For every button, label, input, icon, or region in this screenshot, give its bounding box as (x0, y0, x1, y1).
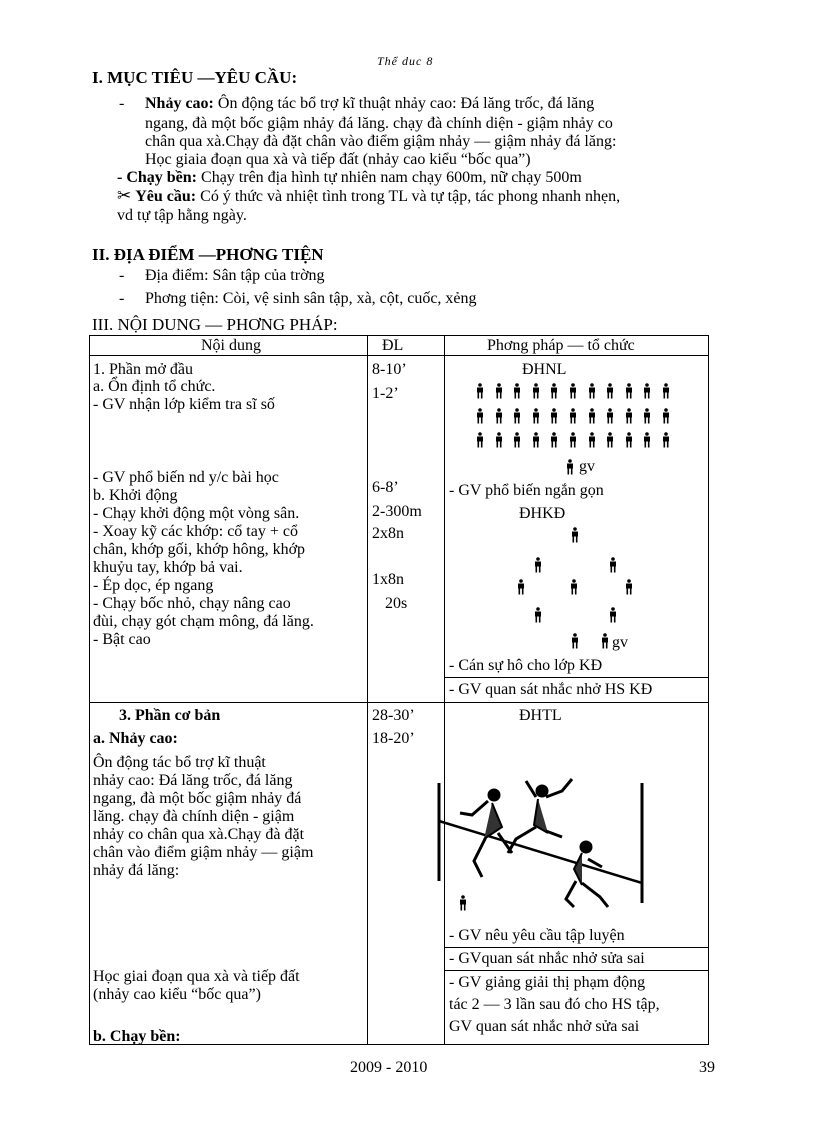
section2-item1: Địa điểm: Sân tập của trờng (145, 267, 325, 284)
student-icon (588, 383, 596, 399)
page-header-title: Thể duc 8 (377, 54, 434, 68)
row1-content-line: 1. Phần mở đầu (93, 361, 194, 378)
method-note-divider (444, 947, 708, 948)
section1-item1-dash: - (119, 95, 125, 112)
section2-item2: Phơng tiện: Còi, vệ sinh sân tập, xà, cột, cuốc, xẻng (145, 290, 477, 307)
row2-dl-value: 18-20’ (372, 730, 415, 747)
student-icon (495, 432, 503, 448)
row2-content-line: lăng. chạy đà chính diện - giậm (93, 808, 295, 825)
section1-item1-line4: Học giaia đoạn qua xà và tiếp đất (nhảy cao kiểu “bốc qua”) (145, 151, 531, 168)
row2-method-note: - GV giảng giải thị phạm động (449, 974, 646, 991)
student-icon (550, 432, 558, 448)
row2-content-line: (nhảy cao kiểu “bốc qua”) (93, 986, 261, 1003)
row2-method-note: - GVquan sát nhắc nhở sửa sai (449, 950, 645, 967)
student-icon (625, 408, 633, 424)
section3-heading: III. NỘI DUNG — PHƠNG PHÁP: (92, 315, 338, 334)
student-icon (662, 408, 670, 424)
formation-label-dhnl: ĐHNL (522, 361, 567, 378)
row2-content-heading: 3. Phần cơ bản (119, 707, 221, 724)
section1-item3-line2: vd tự tập hằng ngày. (117, 207, 247, 224)
student-icon (571, 633, 579, 649)
lesson-table (89, 335, 709, 1045)
formation-label-dhtl: ĐHTL (519, 707, 562, 724)
student-icon (625, 383, 633, 399)
section1-item2-text: Chạy trên địa hình tự nhiên nam chạy 600m, nữ chạy 500m (197, 169, 582, 186)
student-icon (643, 408, 651, 424)
student-icon (662, 383, 670, 399)
row1-dl-value: 2-300m (372, 503, 422, 520)
student-icon (643, 432, 651, 448)
section1-item3-line1: Có ý thức và nhiệt tình trong TL và tự tập, tác phong nhanh nhẹn, (196, 188, 621, 205)
student-icon (495, 408, 503, 424)
section1-item1 (145, 94, 594, 113)
section2-item2-dash: - (119, 290, 125, 307)
table-col-divider-2 (444, 335, 445, 1045)
student-icon (534, 557, 542, 573)
row1-dl-value: 1-2’ (372, 385, 399, 402)
row1-content-line: - GV nhận lớp kiểm tra sĩ số (93, 396, 275, 413)
section1-item2-label: - Chạy bền: (117, 169, 198, 186)
row1-content-line: - Bật cao (93, 631, 151, 648)
row1-content-line: đùi, chạy gót chạm mông, đá lăng. (93, 613, 314, 630)
section1-item2 (117, 168, 582, 187)
student-icon (476, 408, 484, 424)
section2-item1-dash: - (119, 267, 125, 284)
student-icon (606, 408, 614, 424)
student-icon (550, 383, 558, 399)
teacher-icon (459, 895, 467, 911)
student-icon (588, 432, 596, 448)
student-icon (532, 432, 540, 448)
method-note-divider (444, 970, 708, 971)
formation-label-dhkd: ĐHKĐ (519, 505, 566, 522)
row1-method-note: - Cán sự hô cho lớp KĐ (449, 657, 603, 674)
footer-page-number: 39 (699, 1059, 715, 1076)
high-jump-illustration (424, 773, 664, 913)
row1-dl-value: 20s (385, 595, 408, 612)
jumper-1 (460, 789, 512, 877)
row1-method-note: - GV quan sát nhắc nhở HS KĐ (449, 681, 653, 698)
row1-content-line: - GV phổ biến nd y/c bài học (93, 469, 279, 486)
table-border-right (708, 335, 709, 1045)
row2-content-line: Ôn động tác bổ trợ kĩ thuật (93, 754, 266, 771)
row1-content-line: b. Khởi động (93, 487, 178, 504)
jumper-2 (508, 779, 572, 853)
scissors-icon: ✂ (117, 186, 132, 206)
row2-content-line: nhảy đá lăng: (93, 862, 180, 879)
student-icon (532, 408, 540, 424)
section1-item1-line2: ngang, đà một bốc giậm nhảy đá lăng. chạy đà chính diện - giậm nhảy co (145, 115, 613, 132)
row1-dl-value: 2x8n (372, 525, 404, 542)
student-icon (609, 557, 617, 573)
teacher-gv-label-2: gv (612, 634, 628, 651)
col-header-dl: ĐL (382, 337, 404, 354)
table-border-bottom (89, 1044, 709, 1045)
row2-content-line: chân vào điểm giậm nhảy — giậm (93, 844, 314, 861)
student-icon (570, 579, 578, 595)
student-icon (569, 408, 577, 424)
section1-item3-label: Yêu cầu: (135, 188, 197, 205)
row2-content-subheading: b. Chạy bền: (93, 1028, 181, 1045)
row1-dl-value: 8-10’ (372, 361, 407, 378)
student-icon (476, 383, 484, 399)
row2-content-line: Học giai đoạn qua xà và tiếp đất (93, 968, 300, 985)
method-note-divider (444, 677, 708, 678)
student-icon (662, 432, 670, 448)
row2-content-line: nhảy cao: Đá lăng trốc, đá lăng (93, 772, 293, 789)
row2-method-note: - GV nêu yêu cầu tập luyện (449, 927, 625, 944)
section1-item3 (117, 187, 620, 206)
student-icon (513, 383, 521, 399)
crossbar (439, 821, 642, 883)
row1-content-line: a. Ổn định tổ chức. (93, 378, 216, 395)
student-icon (569, 432, 577, 448)
col-header-method: Phơng pháp — tổ chức (487, 337, 635, 354)
row1-content-line: - Xoay kỹ các khớp: cổ tay + cổ (93, 523, 298, 540)
table-col-divider-1 (367, 335, 368, 1045)
student-icon (534, 607, 542, 623)
row1-dl-value: 6-8’ (372, 479, 399, 496)
jumper-3 (566, 841, 608, 907)
footer-year: 2009 - 2010 (350, 1059, 428, 1076)
student-icon (550, 408, 558, 424)
student-icon (606, 432, 614, 448)
student-icon (513, 432, 521, 448)
row1-content-line: chân, khớp gối, khớp hông, khớp (93, 541, 306, 558)
student-icon (532, 383, 540, 399)
student-icon (606, 383, 614, 399)
student-icon (609, 607, 617, 623)
row1-method-note: - GV phổ biến ngắn gọn (449, 482, 604, 499)
student-icon (601, 633, 609, 649)
section2-heading: II. ĐỊA ĐIỂM —PHƠNG TIỆN (92, 245, 324, 264)
table-row-divider (89, 702, 709, 703)
student-icon (495, 383, 503, 399)
student-icon (571, 527, 579, 543)
row2-method-note: GV quan sát nhắc nhở sửa sai (449, 1018, 640, 1035)
teacher-gv-label-1: gv (579, 458, 595, 475)
table-header-divider (89, 355, 709, 356)
teacher-icon (566, 459, 574, 475)
student-icon (625, 432, 633, 448)
row2-dl-value: 28-30’ (372, 707, 415, 724)
student-icon (588, 408, 596, 424)
row1-content-line: khuỷu tay, khớp bả vai. (93, 559, 243, 576)
row2-content-subheading: a. Nhảy cao: (93, 730, 178, 747)
col-header-content: Nội dung (201, 337, 261, 354)
section1-heading: I. MỤC TIÊU —YÊU CẦU: (92, 68, 298, 87)
row2-method-note: tác 2 — 3 lần sau đó cho HS tập, (449, 996, 660, 1013)
student-icon (625, 579, 633, 595)
row1-content-line: - Ép dọc, ép ngang (93, 577, 214, 594)
student-icon (569, 383, 577, 399)
section1-item1-line1: Ôn động tác bổ trợ kĩ thuật nhảy cao: Đá lăng trốc, đá lăng (213, 95, 595, 112)
table-border-left (89, 335, 90, 1045)
student-icon (476, 432, 484, 448)
row1-content-line: - Chạy bốc nhỏ, chạy nâng cao (93, 595, 291, 612)
section1-item1-label: Nhảy cao: (145, 95, 214, 112)
row1-dl-value: 1x8n (372, 571, 404, 588)
section1-item1-line3: chân qua xà.Chạy đà đặt chân vào điểm giậm nhảy — giậm nhảy đá lăng: (145, 133, 617, 150)
student-icon (517, 579, 525, 595)
student-icon (643, 383, 651, 399)
row1-content-line: - Chạy khởi động một vòng sân. (93, 505, 300, 522)
row2-content-line: nhảy co chân qua xà.Chạy đà đặt (93, 826, 305, 843)
row2-content-line: ngang, đà một bốc giậm nhảy đá (93, 790, 302, 807)
student-icon (513, 408, 521, 424)
